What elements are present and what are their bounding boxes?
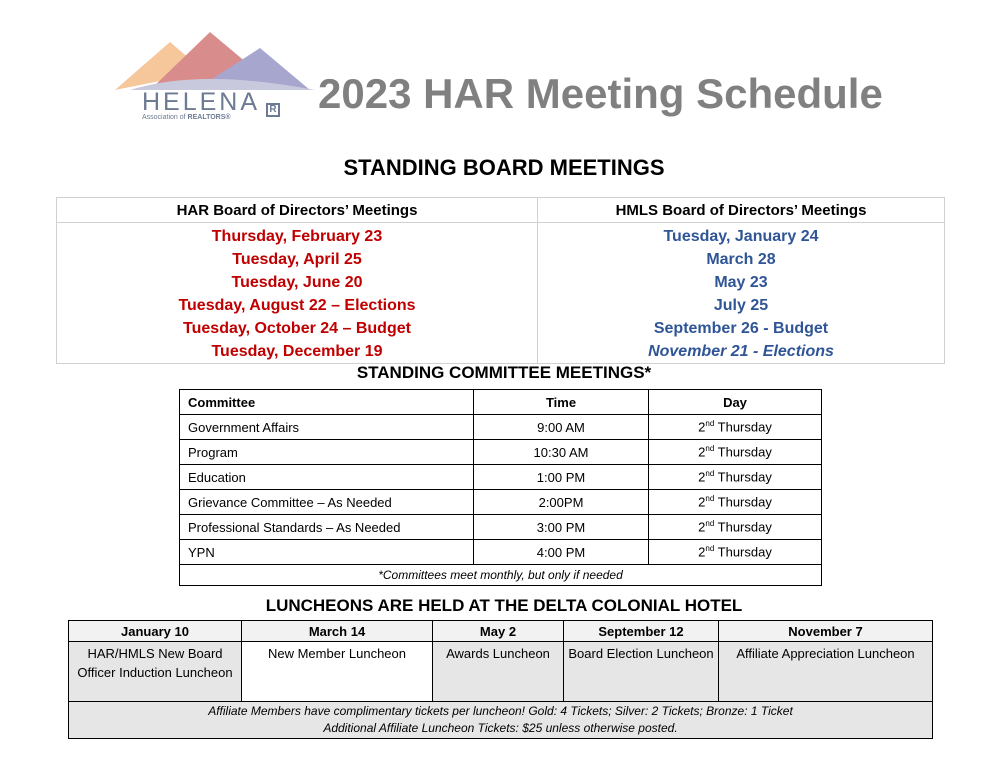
committee-footnote: *Committees meet monthly, but only if needed	[180, 565, 822, 586]
committee-name: Program	[180, 440, 474, 465]
committee-time: 4:00 PM	[474, 540, 649, 565]
har-date: Tuesday, October 24 – Budget	[183, 320, 411, 337]
hmls-date: September 26 - Budget	[653, 320, 829, 337]
logo-subtitle: Association of REALTORS®	[142, 114, 231, 121]
committee-day: 2nd Thursday	[649, 465, 822, 490]
committee-name: Grievance Committee – As Needed	[180, 490, 474, 515]
har-date: Tuesday, December 19	[211, 343, 383, 360]
har-date: Tuesday, June 20	[231, 274, 363, 291]
table-row	[180, 515, 822, 540]
har-dates-cell	[57, 223, 538, 364]
luncheon-date: May 2	[433, 621, 564, 642]
luncheon-date: January 10	[69, 621, 242, 642]
hmls-date: March 28	[706, 251, 776, 268]
committee-name: Government Affairs	[180, 415, 474, 440]
committee-table	[179, 389, 822, 586]
table-row	[180, 490, 822, 515]
hmls-date: Tuesday, January 24	[663, 228, 819, 245]
luncheon-event: Awards Luncheon	[433, 642, 564, 702]
table-row	[180, 540, 822, 565]
committee-name: YPN	[180, 540, 474, 565]
luncheon-table	[68, 620, 933, 739]
luncheon-event: HAR/HMLS New Board Officer Induction Luncheon	[69, 642, 242, 702]
committee-time: 3:00 PM	[474, 515, 649, 540]
board-meetings-table	[56, 197, 945, 364]
column-header-day: Day	[649, 390, 822, 415]
har-board-header: HAR Board of Directors’ Meetings	[57, 198, 538, 223]
logo-wordmark: HELENA	[142, 88, 261, 116]
hmls-date: November 21 - Elections	[648, 343, 834, 360]
committee-heading: STANDING COMMITTEE MEETINGS*	[356, 363, 652, 382]
luncheon-date: September 12	[564, 621, 719, 642]
luncheon-footnote	[69, 702, 933, 739]
table-row	[180, 440, 822, 465]
standing-board-heading: STANDING BOARD MEETINGS	[343, 155, 665, 180]
column-header-time: Time	[474, 390, 649, 415]
hmls-board-header: HMLS Board of Directors’ Meetings	[538, 198, 945, 223]
committee-time: 10:30 AM	[474, 440, 649, 465]
committee-day: 2nd Thursday	[649, 540, 822, 565]
committee-time: 2:00PM	[474, 490, 649, 515]
luncheon-date: November 7	[719, 621, 933, 642]
har-date: Tuesday, April 25	[232, 251, 362, 268]
committee-time: 9:00 AM	[474, 415, 649, 440]
luncheon-heading: LUNCHEONS ARE HELD AT THE DELTA COLONIAL HOTEL	[265, 596, 743, 615]
table-row	[180, 465, 822, 490]
luncheon-footnote-line: Affiliate Members have complimentary tickets per luncheon! Gold: 4 Tickets; Silver: 2 Tickets; Bronze: 1 Ticket	[208, 704, 793, 718]
helena-realtors-logo	[110, 28, 320, 128]
luncheon-event: Affiliate Appreciation Luncheon	[719, 642, 933, 702]
har-date: Tuesday, August 22 – Elections	[178, 297, 416, 314]
realtor-mark-icon: R	[266, 103, 280, 117]
committee-day: 2nd Thursday	[649, 490, 822, 515]
committee-name: Education	[180, 465, 474, 490]
hmls-date: July 25	[713, 297, 769, 314]
luncheon-event: Board Election Luncheon	[564, 642, 719, 702]
committee-day: 2nd Thursday	[649, 515, 822, 540]
column-header-committee: Committee	[180, 390, 474, 415]
luncheon-event: New Member Luncheon	[242, 642, 433, 702]
luncheon-footnote-line: Additional Affiliate Luncheon Tickets: $25 unless otherwise posted.	[323, 721, 678, 735]
hmls-date: May 23	[714, 274, 768, 291]
luncheon-date: March 14	[242, 621, 433, 642]
har-date: Thursday, February 23	[211, 228, 383, 245]
committee-day: 2nd Thursday	[649, 415, 822, 440]
committee-time: 1:00 PM	[474, 465, 649, 490]
hmls-dates-cell	[538, 223, 945, 364]
table-row	[180, 415, 822, 440]
committee-name: Professional Standards – As Needed	[180, 515, 474, 540]
committee-day: 2nd Thursday	[649, 440, 822, 465]
page-title: 2023 HAR Meeting Schedule	[318, 70, 883, 117]
